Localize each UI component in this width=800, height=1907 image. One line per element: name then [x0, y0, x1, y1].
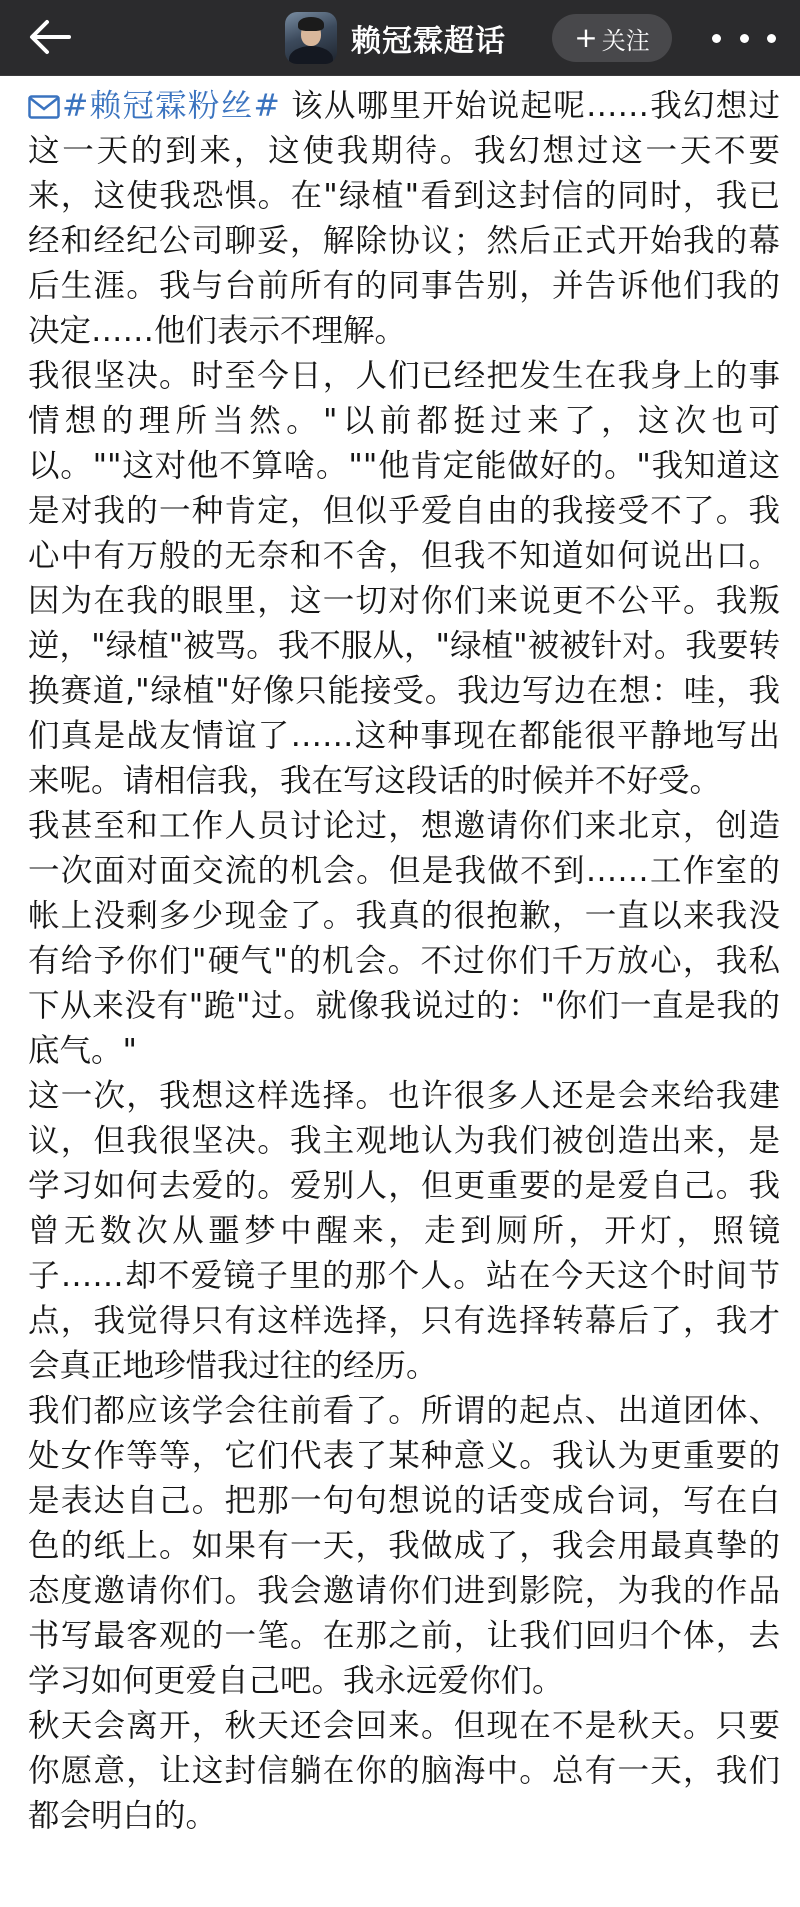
page-title: 赖冠霖超话 — [351, 24, 506, 59]
post-paragraph: 这一次，我想这样选择。也许很多人还是会来给我建议，但我很坚决。我主观地认为我们被创造出来，是学习如何去爱的。爱别人，但更重要的是爱自己。我曾无数次从噩梦中醒来，走到厕所，开灯，照镜子……却不爱镜子里的那个人。站在今天这个时间节点，我觉得只有这样选择，只有选择转幕后了，我才会真正地珍惜我过往的经历。 — [28, 1078, 780, 1384]
arrow-left-icon — [27, 19, 71, 55]
post-paragraph: 我甚至和工作人员讨论过，想邀请你们来北京，创造一次面对面交流的机会。但是我做不到……工作室的帐上没剩多少现金了。我真的很抱歉，一直以来我没有给予你们"硬气"的机会。不过你们千万放心，我私下从来没有"跪"过。就像我说过的："你们一直是我的底气。" — [28, 808, 780, 1069]
more-dot — [767, 34, 776, 43]
post-paragraph — [28, 84, 780, 354]
topic-header[interactable] — [285, 10, 506, 66]
back-button[interactable] — [24, 17, 74, 57]
plus-icon: + — [574, 21, 598, 54]
avatar[interactable] — [285, 12, 337, 64]
post-paragraph: 我很坚决。时至今日，人们已经把发生在我身上的事情想的理所当然。"以前都挺过来了，这次也可以。""这对他不算啥。""他肯定能做好的。"我知道这是对我的一种肯定，但似乎爱自由的我接受不了。我心中有万般的无奈和不舍，但我不知道如何说出口。因为在我的眼里，这一切对你们来说更不公平。我叛逆，"绿植"被骂。我不服从，"绿植"被被针对。我要转换赛道,"绿植"好像只能接受。我边写边在想：哇，我们真是战友情谊了……这种事现在都能很平静地写出来呢。请相信我，我在写这段话的时候并不好受。 — [28, 358, 780, 799]
follow-label: 关注 — [601, 26, 650, 55]
more-dot — [740, 34, 749, 43]
hashtag-text[interactable]: #赖冠霖粉丝# — [62, 88, 280, 124]
follow-button[interactable] — [552, 14, 672, 62]
post-body — [28, 84, 780, 1839]
paragraph-text: 该从哪里开始说起呢……我幻想过这一天的到来，这使我期待。我幻想过这一天不要来，这使我恐惧。在"绿植"看到这封信的同时，我已经和经纪公司聊妥，解除协议；然后正式开始我的幕后生涯。我与台前所有的同事告别，并告诉他们我的决定……他们表示不理解。 — [28, 88, 781, 349]
envelope-icon — [28, 95, 60, 119]
top-bar — [0, 0, 800, 76]
post-paragraph: 秋天会离开，秋天还会回来。但现在不是秋天。只要你愿意，让这封信躺在你的脑海中。总有一天，我们都会明白的。 — [28, 1708, 780, 1834]
more-options-button[interactable] — [712, 18, 776, 58]
post-paragraph: 我们都应该学会往前看了。所谓的起点、出道团体、处女作等等，它们代表了某种意义。我认为更重要的是表达自己。把那一句句想说的话变成台词，写在白色的纸上。如果有一天，我做成了，我会用最真挚的态度邀请你们。我会邀请你们进到影院，为我的作品书写最客观的一笔。在那之前，让我们回归个体，去学习如何更爱自己吧。我永远爱你们。 — [28, 1393, 780, 1699]
hashtag-link[interactable] — [28, 88, 280, 124]
more-dot — [712, 34, 721, 43]
